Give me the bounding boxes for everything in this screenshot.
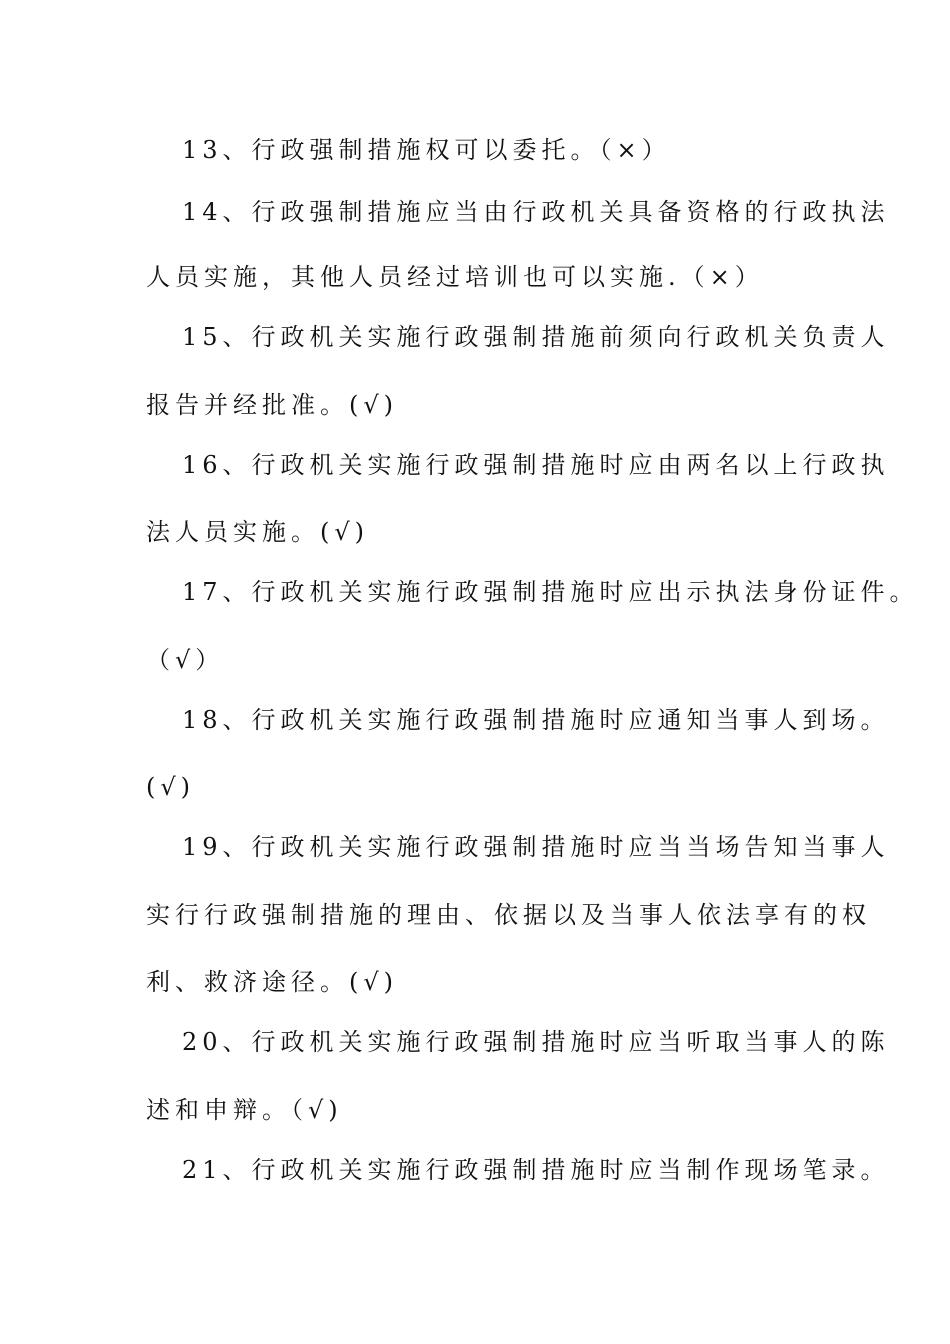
question-14-line-1: 14、行政强制措施应当由行政机关具备资格的行政执法 — [182, 198, 890, 226]
question-20-line-1: 20、行政机关实施行政强制措施时应当听取当事人的陈 — [182, 1028, 890, 1056]
question-21-line-1: 21、行政机关实施行政强制措施时应当制作现场笔录。 — [182, 1156, 890, 1184]
question-18-line-1: 18、行政机关实施行政强制措施时应通知当事人到场。 — [182, 706, 890, 734]
question-15-line-1: 15、行政机关实施行政强制措施前须向行政机关负责人 — [182, 323, 890, 351]
question-16-line-2: 法人员实施。(√) — [146, 518, 370, 546]
question-19-line-1: 19、行政机关实施行政强制措施时应当当场告知当事人 — [182, 833, 890, 861]
question-15-line-2: 报告并经批准。(√) — [146, 391, 399, 419]
question-17-line-1: 17、行政机关实施行政强制措施时应出示执法身份证件。 — [182, 578, 919, 606]
question-19-line-3: 利、救济途径。(√) — [146, 968, 399, 996]
question-20-line-2: 述和申辩。（√) — [146, 1096, 343, 1124]
question-13: 13、行政强制措施权可以委托。（×） — [182, 136, 671, 164]
question-18-line-2: (√) — [146, 773, 196, 801]
question-19-line-2: 实行行政强制措施的理由、依据以及当事人依法享有的权 — [146, 901, 871, 929]
question-17-line-2: （√） — [146, 646, 225, 674]
question-16-line-1: 16、行政机关实施行政强制措施时应由两名以上行政执 — [182, 451, 890, 479]
question-14-line-2: 人员实施，其他人员经过培训也可以实施.（×） — [146, 263, 764, 291]
